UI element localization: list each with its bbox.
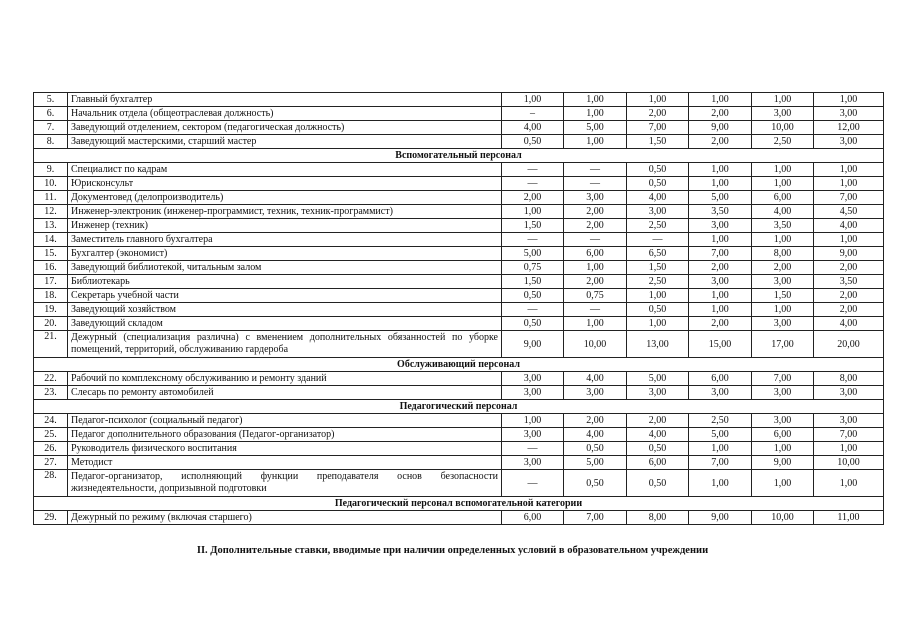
position-name: Главный бухгалтер: [68, 93, 502, 107]
row-number: 28.: [34, 470, 68, 497]
rate-value: 9,00: [689, 511, 752, 525]
row-number: 26.: [34, 442, 68, 456]
rate-value: 1,00: [502, 414, 564, 428]
rate-value: 11,00: [814, 511, 884, 525]
rate-value: 4,00: [627, 428, 689, 442]
rate-value: 0,50: [627, 303, 689, 317]
rate-value: 1,50: [627, 135, 689, 149]
table-row: [34, 121, 884, 135]
rate-value: 1,00: [814, 470, 884, 497]
rate-value: 3,00: [564, 191, 627, 205]
position-name: Слесарь по ремонту автомобилей: [68, 386, 502, 400]
rate-value: 2,00: [502, 191, 564, 205]
row-number: 29.: [34, 511, 68, 525]
rate-value: 12,00: [814, 121, 884, 135]
section-title: Обслуживающий персонал: [34, 358, 884, 372]
rate-value: 4,00: [627, 191, 689, 205]
rate-value: 1,00: [564, 93, 627, 107]
rate-value: 4,00: [564, 428, 627, 442]
rate-value: 2,00: [627, 107, 689, 121]
rate-value: 10,00: [814, 456, 884, 470]
rate-value: 1,50: [502, 219, 564, 233]
rate-value: 3,00: [689, 219, 752, 233]
position-name: Заместитель главного бухгалтера: [68, 233, 502, 247]
position-name: Заведующий мастерскими, старший мастер: [68, 135, 502, 149]
rate-value: 1,00: [814, 442, 884, 456]
rate-value: 1,00: [564, 107, 627, 121]
rate-value: —: [502, 442, 564, 456]
table-row: [34, 442, 884, 456]
rate-value: 8,00: [814, 372, 884, 386]
row-number: 12.: [34, 205, 68, 219]
rate-value: —: [502, 233, 564, 247]
position-name: Педагог-психолог (социальный педагог): [68, 414, 502, 428]
position-name: Заведующий складом: [68, 317, 502, 331]
table-row: [34, 428, 884, 442]
rate-value: 6,00: [752, 191, 814, 205]
position-name: Заведующий хозяйством: [68, 303, 502, 317]
table-row: [34, 135, 884, 149]
rate-value: 5,00: [689, 428, 752, 442]
rate-value: 3,00: [752, 275, 814, 289]
rate-value: 2,00: [814, 289, 884, 303]
table-row: [34, 261, 884, 275]
rate-value: 0,50: [627, 177, 689, 191]
rate-value: 1,00: [564, 317, 627, 331]
row-number: 15.: [34, 247, 68, 261]
position-name: Методист: [68, 456, 502, 470]
rate-value: 3,00: [814, 107, 884, 121]
rate-value: 2,50: [627, 219, 689, 233]
table-row: [34, 317, 884, 331]
rate-value: 1,00: [689, 303, 752, 317]
rate-value: 2,00: [752, 261, 814, 275]
rate-value: 6,00: [752, 428, 814, 442]
position-name: Дежурный (специализация различна) с вменением дополнительных обязанностей по уборке помещений, территорий, обслуживанию гардероба: [68, 331, 502, 358]
rate-value: 3,00: [814, 386, 884, 400]
row-number: 27.: [34, 456, 68, 470]
rate-value: 2,00: [814, 261, 884, 275]
rate-value: —: [502, 163, 564, 177]
section-header-row: [34, 358, 884, 372]
position-name: Начальник отдела (общеотраслевая должность): [68, 107, 502, 121]
rate-value: 1,00: [627, 317, 689, 331]
row-number: 9.: [34, 163, 68, 177]
rate-value: 5,00: [502, 247, 564, 261]
rate-value: 1,00: [502, 93, 564, 107]
table-row: [34, 219, 884, 233]
rate-value: 1,00: [689, 442, 752, 456]
row-number: 23.: [34, 386, 68, 400]
rate-value: 1,00: [689, 470, 752, 497]
rate-value: 2,00: [564, 414, 627, 428]
rate-value: 2,00: [564, 275, 627, 289]
rate-value: 17,00: [752, 331, 814, 358]
rate-value: 1,00: [752, 470, 814, 497]
rate-value: —: [502, 470, 564, 497]
rate-value: 0,50: [502, 317, 564, 331]
rate-value: 10,00: [752, 511, 814, 525]
section-header-row: [34, 400, 884, 414]
rate-value: 1,00: [752, 177, 814, 191]
rate-value: 0,75: [564, 289, 627, 303]
rate-value: 3,00: [502, 372, 564, 386]
rate-value: 3,00: [814, 414, 884, 428]
rate-value: 9,00: [502, 331, 564, 358]
table-row: [34, 414, 884, 428]
rate-value: 0,50: [627, 470, 689, 497]
rate-value: 1,00: [564, 261, 627, 275]
rate-value: 2,00: [564, 205, 627, 219]
rate-value: 1,00: [814, 163, 884, 177]
row-number: 8.: [34, 135, 68, 149]
rate-value: 3,00: [814, 135, 884, 149]
rate-value: 1,00: [627, 93, 689, 107]
rate-value: 3,00: [502, 386, 564, 400]
row-number: 5.: [34, 93, 68, 107]
rate-value: 3,00: [502, 456, 564, 470]
rate-value: 2,00: [689, 317, 752, 331]
rate-value: 3,00: [627, 386, 689, 400]
rate-value: 1,50: [502, 275, 564, 289]
position-name: Инженер (техник): [68, 219, 502, 233]
staff-rates-table: [33, 92, 884, 525]
row-number: 7.: [34, 121, 68, 135]
rate-value: 1,00: [627, 289, 689, 303]
table-row: [34, 386, 884, 400]
rate-value: 1,00: [752, 93, 814, 107]
rate-value: 3,00: [752, 317, 814, 331]
rate-value: 0,50: [564, 470, 627, 497]
row-number: 22.: [34, 372, 68, 386]
rate-value: 6,00: [502, 511, 564, 525]
rate-value: 5,00: [564, 121, 627, 135]
rate-value: 7,00: [814, 428, 884, 442]
rate-value: 1,50: [752, 289, 814, 303]
row-number: 10.: [34, 177, 68, 191]
rate-value: 3,00: [502, 428, 564, 442]
rate-value: 2,00: [689, 261, 752, 275]
position-name: Юрисконсульт: [68, 177, 502, 191]
rate-value: 1,00: [814, 177, 884, 191]
row-number: 24.: [34, 414, 68, 428]
section-title: Педагогический персонал вспомогательной категории: [34, 497, 884, 511]
rate-value: 3,00: [689, 386, 752, 400]
table-row: [34, 470, 884, 497]
rate-value: 1,00: [689, 177, 752, 191]
rate-value: 4,00: [814, 317, 884, 331]
rate-value: 3,00: [752, 386, 814, 400]
rate-value: 0,50: [564, 442, 627, 456]
rate-value: 9,00: [752, 456, 814, 470]
position-name: Рабочий по комплексному обслуживанию и ремонту зданий: [68, 372, 502, 386]
table-row: [34, 107, 884, 121]
table-row: [34, 456, 884, 470]
rate-value: 4,00: [752, 205, 814, 219]
table-row: [34, 93, 884, 107]
section-header-row: [34, 149, 884, 163]
position-name: Инженер-электроник (инженер-программист, техник, техник-программист): [68, 205, 502, 219]
rate-value: 2,50: [752, 135, 814, 149]
rate-value: —: [564, 163, 627, 177]
table-row: [34, 247, 884, 261]
row-number: 19.: [34, 303, 68, 317]
position-name: Заведующий библиотекой, читальным залом: [68, 261, 502, 275]
rate-value: 1,00: [689, 163, 752, 177]
rate-value: 9,00: [689, 121, 752, 135]
rate-value: 6,00: [627, 456, 689, 470]
section-heading-additional-rates: II. Дополнительные ставки, вводимые при наличии определенных условий в образовательном учреждении: [196, 545, 709, 556]
row-number: 21.: [34, 331, 68, 358]
rate-value: 5,00: [627, 372, 689, 386]
rate-value: 7,00: [564, 511, 627, 525]
rate-value: 1,00: [752, 233, 814, 247]
rate-value: 15,00: [689, 331, 752, 358]
rate-value: 3,50: [689, 205, 752, 219]
rate-value: —: [564, 233, 627, 247]
rate-value: 1,00: [689, 233, 752, 247]
rate-value: 2,00: [814, 303, 884, 317]
rate-value: 3,00: [752, 414, 814, 428]
position-name: Документовед (делопроизводитель): [68, 191, 502, 205]
rate-value: 1,00: [564, 135, 627, 149]
rate-value: 3,50: [752, 219, 814, 233]
table-row: [34, 372, 884, 386]
rate-value: 6,00: [689, 372, 752, 386]
rate-value: 2,50: [627, 275, 689, 289]
rate-value: —: [502, 303, 564, 317]
table-row: [34, 177, 884, 191]
rate-value: 5,00: [564, 456, 627, 470]
row-number: 18.: [34, 289, 68, 303]
table-row: [34, 331, 884, 358]
position-name: Секретарь учебной части: [68, 289, 502, 303]
rate-value: 2,00: [627, 414, 689, 428]
position-name: Заведующий отделением, сектором (педагогическая должность): [68, 121, 502, 135]
row-number: 14.: [34, 233, 68, 247]
rate-value: 6,50: [627, 247, 689, 261]
position-name: Библиотекарь: [68, 275, 502, 289]
rate-value: 3,00: [689, 275, 752, 289]
position-name: Педагог дополнительного образования (Педагог-организатор): [68, 428, 502, 442]
section-title: Педагогический персонал: [34, 400, 884, 414]
position-name: Специалист по кадрам: [68, 163, 502, 177]
rate-value: 0,50: [502, 135, 564, 149]
rate-value: 6,00: [564, 247, 627, 261]
table-row: [34, 233, 884, 247]
table-row: [34, 163, 884, 177]
row-number: 25.: [34, 428, 68, 442]
rate-value: 0,75: [502, 261, 564, 275]
rate-value: 7,00: [752, 372, 814, 386]
rate-value: 4,00: [564, 372, 627, 386]
rate-value: 1,00: [502, 205, 564, 219]
rate-value: 1,00: [689, 289, 752, 303]
rate-value: 3,50: [814, 275, 884, 289]
rate-value: 1,00: [752, 163, 814, 177]
rate-value: 7,00: [814, 191, 884, 205]
rate-value: 8,00: [627, 511, 689, 525]
rate-value: —: [627, 233, 689, 247]
rate-value: 7,00: [689, 247, 752, 261]
rate-value: 0,50: [627, 442, 689, 456]
table-row: [34, 289, 884, 303]
table-row: [34, 205, 884, 219]
row-number: 20.: [34, 317, 68, 331]
rate-value: 4,00: [814, 219, 884, 233]
rate-value: —: [502, 177, 564, 191]
rate-value: 0,50: [627, 163, 689, 177]
rate-value: 2,00: [689, 107, 752, 121]
rate-value: 2,50: [689, 414, 752, 428]
section-title: Вспомогательный персонал: [34, 149, 884, 163]
table-row: [34, 275, 884, 289]
rate-value: —: [564, 177, 627, 191]
section-header-row: [34, 497, 884, 511]
row-number: 16.: [34, 261, 68, 275]
rate-value: 10,00: [752, 121, 814, 135]
rate-value: 3,00: [627, 205, 689, 219]
row-number: 17.: [34, 275, 68, 289]
rate-value: 1,00: [689, 93, 752, 107]
position-name: Бухгалтер (экономист): [68, 247, 502, 261]
rate-value: 3,00: [752, 107, 814, 121]
rate-value: 3,00: [564, 386, 627, 400]
row-number: 6.: [34, 107, 68, 121]
rate-value: 20,00: [814, 331, 884, 358]
table-row: [34, 511, 884, 525]
position-name: Педагог-организатор, исполняющий функции преподавателя основ безопасности жизнедеятельности, допризывной подготовки: [68, 470, 502, 497]
rate-value: 8,00: [752, 247, 814, 261]
position-name: Дежурный по режиму (включая старшего): [68, 511, 502, 525]
rate-value: 7,00: [627, 121, 689, 135]
rate-value: –: [502, 107, 564, 121]
table-row: [34, 303, 884, 317]
row-number: 13.: [34, 219, 68, 233]
rate-value: 5,00: [689, 191, 752, 205]
rate-value: 2,00: [564, 219, 627, 233]
table-row: [34, 191, 884, 205]
rate-value: 4,00: [502, 121, 564, 135]
row-number: 11.: [34, 191, 68, 205]
rate-value: 10,00: [564, 331, 627, 358]
rate-value: 1,00: [814, 93, 884, 107]
rate-value: 2,00: [689, 135, 752, 149]
rate-value: 1,00: [752, 303, 814, 317]
rate-value: 0,50: [502, 289, 564, 303]
rate-value: —: [564, 303, 627, 317]
rate-value: 1,00: [752, 442, 814, 456]
rate-value: 7,00: [689, 456, 752, 470]
rate-value: 13,00: [627, 331, 689, 358]
rate-value: 4,50: [814, 205, 884, 219]
position-name: Руководитель физического воспитания: [68, 442, 502, 456]
rate-value: 1,00: [814, 233, 884, 247]
rate-value: 9,00: [814, 247, 884, 261]
rate-value: 1,50: [627, 261, 689, 275]
